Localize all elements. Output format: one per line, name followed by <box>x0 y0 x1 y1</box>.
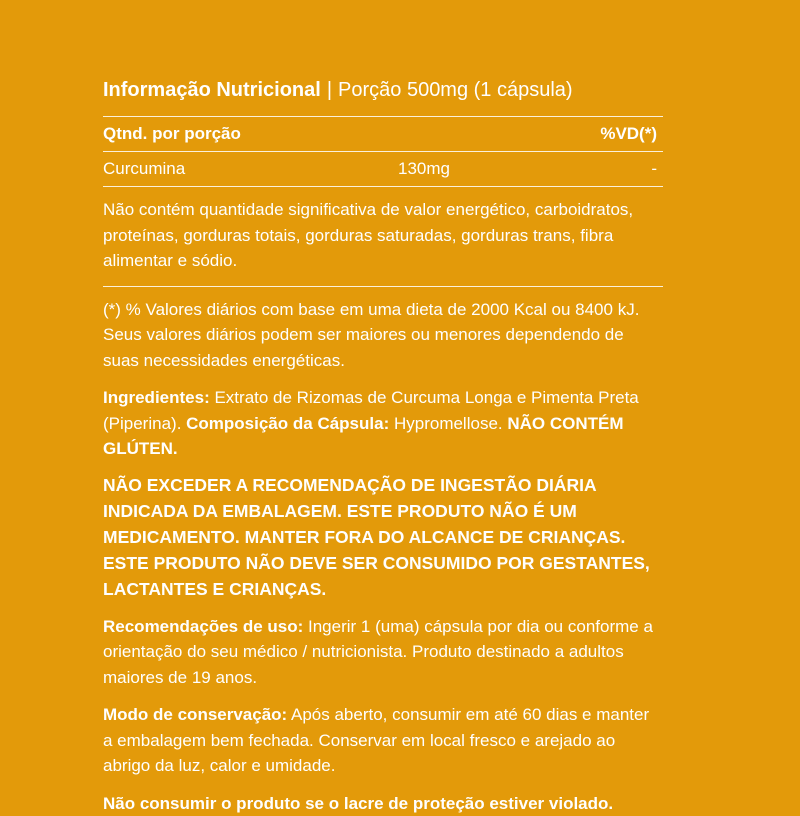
storage-block <box>103 702 663 779</box>
seal-warning: Não consumir o produto se o lacre de proteção estiver violado. <box>103 791 663 816</box>
title-portion: Porção 500mg (1 cápsula) <box>338 79 573 101</box>
table-header <box>103 117 663 151</box>
header-daily-value: %VD(*) <box>600 124 663 144</box>
note-divider <box>103 286 663 287</box>
usage-text: Ingerir 1 (uma) cápsula por dia ou conforme a orientação do seu médico / nutricionista. Produto destinado a adultos maiores de 19 anos. <box>103 617 653 687</box>
capsule-text: Hypromellose. <box>389 414 507 433</box>
row-divider <box>103 186 663 187</box>
nutrient-amount: 130mg <box>398 159 651 179</box>
gluten-statement: NÃO CONTÉM GLÚTEN. <box>103 414 624 459</box>
nutrient-name: Curcumina <box>103 159 398 179</box>
storage-text: Após aberto, consumir em até 60 dias e manter a embalagem bem fechada. Conservar em local fresco e arejado ao abrigo da luz, calor e umidade. <box>103 705 649 775</box>
usage-label: Recomendações de uso: <box>103 617 303 636</box>
nutrition-label <box>103 74 663 816</box>
nutrition-note: Não contém quantidade significativa de valor energético, carboidratos, proteínas, gorduras totais, gorduras saturadas, gorduras trans, fibra alimentar e sódio. <box>103 197 663 274</box>
nutrition-title <box>103 74 663 106</box>
storage-label: Modo de conservação: <box>103 705 287 724</box>
daily-value-footnote: (*) % Valores diários com base em uma dieta de 2000 Kcal ou 8400 kJ. Seus valores diários podem ser maiores ou menores dependendo de suas necessidades energéticas. <box>103 297 663 374</box>
ingredients-text: Extrato de Rizomas de Curcuma Longa e Pimenta Preta (Piperina). <box>103 388 639 433</box>
usage-block <box>103 614 663 691</box>
title-main: Informação Nutricional <box>103 79 321 101</box>
nutrient-daily-value: - <box>651 159 663 179</box>
ingredients-label: Ingredientes: <box>103 388 210 407</box>
capsule-label: Composição da Cápsula: <box>186 414 389 433</box>
table-row <box>103 152 663 186</box>
header-quantity: Qtnd. por porção <box>103 124 398 144</box>
title-separator: | <box>327 79 332 101</box>
ingredients-block <box>103 385 663 462</box>
warning-block: NÃO EXCEDER A RECOMENDAÇÃO DE INGESTÃO DIÁRIA INDICADA DA EMBALAGEM. ESTE PRODUTO NÃO É UM MEDICAMENTO. MANTER FORA DO ALCANCE DE CRIANÇAS. ESTE PRODUTO NÃO DEVE SER CONSUMIDO POR GESTANTES, LACTANTES E CRIANÇAS. <box>103 472 663 602</box>
